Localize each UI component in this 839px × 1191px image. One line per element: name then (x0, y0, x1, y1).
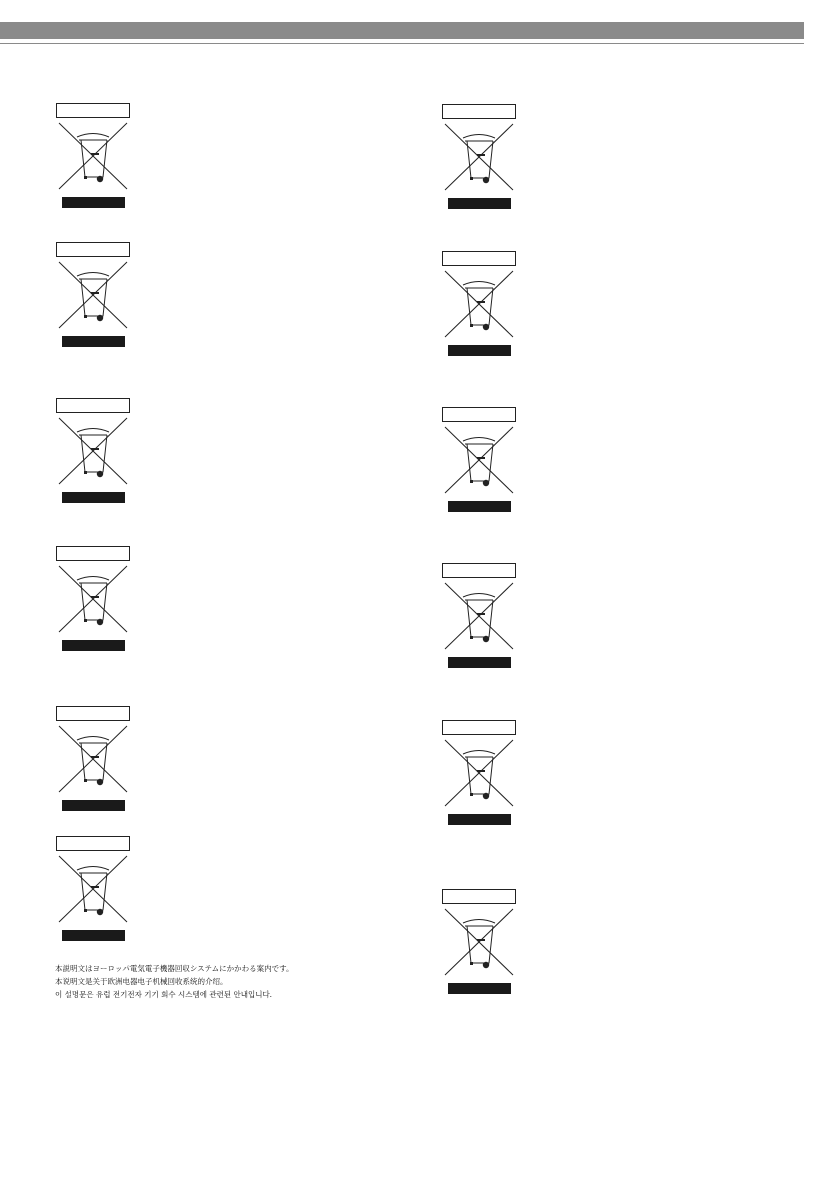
notice-chinese: 本说明文是关于欧洲电器电子机械回收系统的介绍。 (55, 977, 228, 986)
symbol-label-box (442, 720, 516, 735)
weee-symbol (55, 103, 131, 211)
symbol-bar (62, 492, 125, 503)
symbol-bar (448, 198, 511, 209)
weee-symbol (441, 251, 517, 359)
symbol-label-box (442, 104, 516, 119)
crossed-out-wheelie-bin-icon (441, 269, 517, 341)
symbol-bar (448, 501, 511, 512)
crossed-out-wheelie-bin-icon (441, 425, 517, 497)
symbol-label-box (56, 398, 130, 413)
symbol-label-box (56, 103, 130, 118)
weee-symbol (55, 706, 131, 814)
symbol-bar (448, 814, 511, 825)
crossed-out-wheelie-bin-icon (55, 724, 131, 796)
symbol-bar (448, 345, 511, 356)
crossed-out-wheelie-bin-icon (55, 121, 131, 193)
notice-japanese: 本説明文はヨーロッパ電気電子機器回収システムにかかわる案内です。 (55, 964, 294, 973)
symbol-label-box (56, 546, 130, 561)
weee-symbol (441, 104, 517, 212)
header-rule (0, 43, 804, 44)
symbol-bar (62, 930, 125, 941)
symbol-label-box (442, 563, 516, 578)
weee-symbol (55, 398, 131, 506)
crossed-out-wheelie-bin-icon (55, 416, 131, 488)
symbol-label-box (442, 251, 516, 266)
header-bar (0, 22, 804, 39)
crossed-out-wheelie-bin-icon (441, 907, 517, 979)
weee-symbol (441, 720, 517, 828)
weee-symbol (441, 407, 517, 515)
weee-symbol (55, 836, 131, 944)
crossed-out-wheelie-bin-icon (441, 738, 517, 810)
recycling-notice (55, 962, 355, 1001)
crossed-out-wheelie-bin-icon (55, 564, 131, 636)
symbol-label-box (442, 889, 516, 904)
symbol-label-box (442, 407, 516, 422)
weee-symbol (441, 563, 517, 671)
notice-korean: 이 설명문은 유럽 전기전자 기기 회수 시스템에 관련된 안내입니다. (55, 990, 273, 999)
crossed-out-wheelie-bin-icon (441, 581, 517, 653)
weee-symbol (55, 242, 131, 350)
symbol-bar (62, 197, 125, 208)
symbol-bar (62, 336, 125, 347)
weee-symbol (441, 889, 517, 997)
symbol-bar (448, 657, 511, 668)
crossed-out-wheelie-bin-icon (55, 854, 131, 926)
symbol-bar (448, 983, 511, 994)
symbol-label-box (56, 706, 130, 721)
symbol-bar (62, 800, 125, 811)
crossed-out-wheelie-bin-icon (55, 260, 131, 332)
symbol-bar (62, 640, 125, 651)
symbol-label-box (56, 836, 130, 851)
crossed-out-wheelie-bin-icon (441, 122, 517, 194)
weee-symbol (55, 546, 131, 654)
symbol-label-box (56, 242, 130, 257)
